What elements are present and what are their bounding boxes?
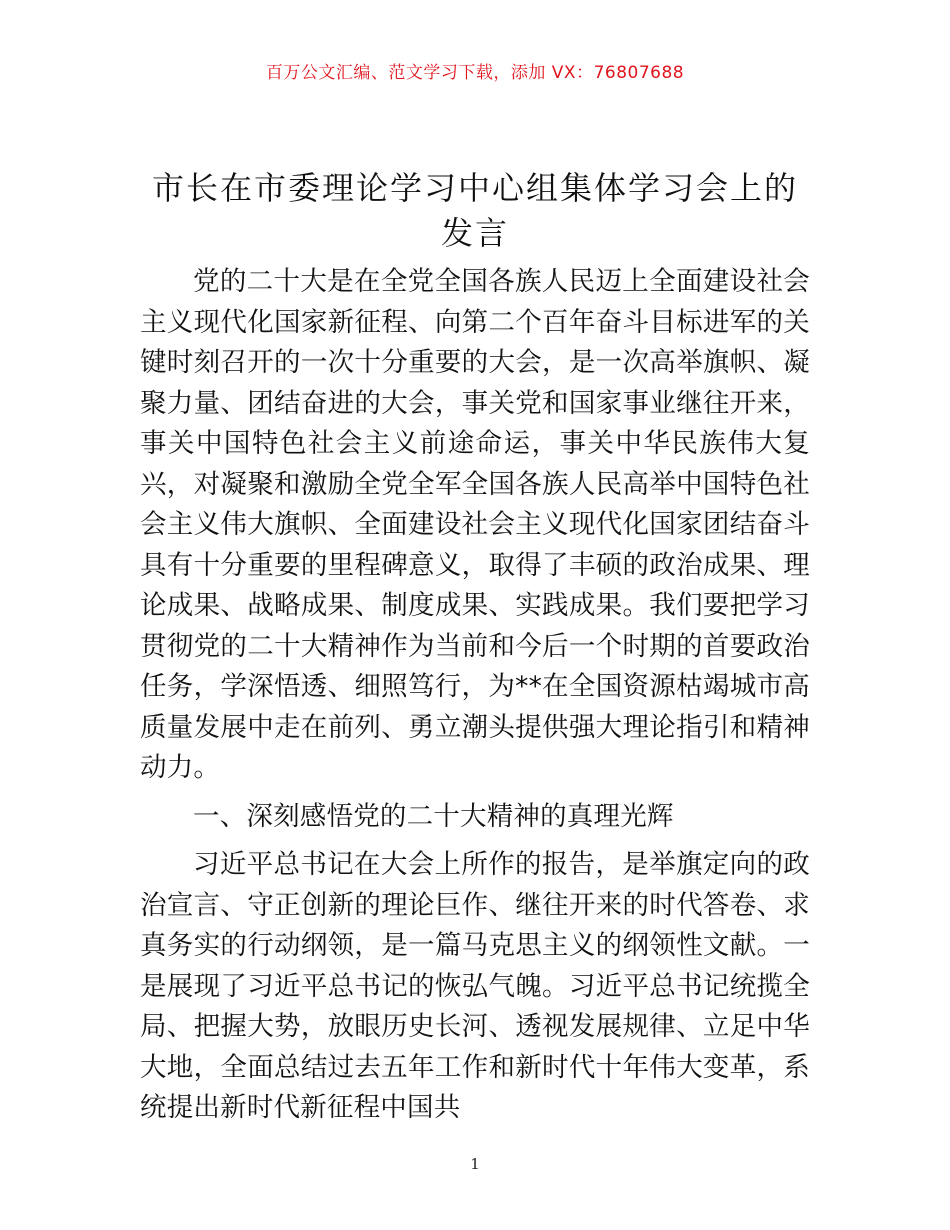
header-banner: 百万公文汇编、范文学习下载，添加 VX：76807688 [265, 63, 685, 83]
section-heading-1: 一、深刻感悟党的二十大精神的真理光辉 [193, 800, 674, 832]
document-title: 市长在市委理论学习中心组集体学习会上的发言 [151, 169, 798, 252]
page-number: 1 [470, 1155, 480, 1173]
paragraph-intro: 党的二十大是在全党全国各族人民迈上全面建设社会主义现代化国家新征程、向第二个百年奋斗目标进军的关键时刻召开的一次十分重要的大会，是一次高举旗帜、凝聚力量、团结奋进的大会，事关党和国家事业继往开来，事关中国特色社会主义前途命运，事关中华民族伟大复兴，对凝聚和激励全党全军全国各族人民高举中国特色社会主义伟大旗帜、全面建设社会主义现代化国家团结奋斗具有十分重要的里程碑意义，取得了丰硕的政治成果、理论成果、战略成果、制度成果、实践成果。我们要把学习贯彻党的二十大精神作为当前和今后一个时期的首要政治任务，学深悟透、细照笃行，为**在全国资源枯竭城市高质量发展中走在前列、勇立潮头提供强大理论指引和精神动力。 [140, 266, 810, 783]
document-body [140, 262, 810, 1129]
paragraph-section-1: 习近平总书记在大会上所作的报告，是举旗定向的政治宣言、守正创新的理论巨作、继往开来的时代答卷、求真务实的行动纲领，是一篇马克思主义的纲领性文献。一是展现了习近平总书记的恢弘气魄。习近平总书记统揽全局、把握大势，放眼历史长河、透视发展规律、立足中华大地，全面总结过去五年工作和新时代十年伟大变革，系统提出新时代新征程中国共 [140, 849, 810, 1123]
